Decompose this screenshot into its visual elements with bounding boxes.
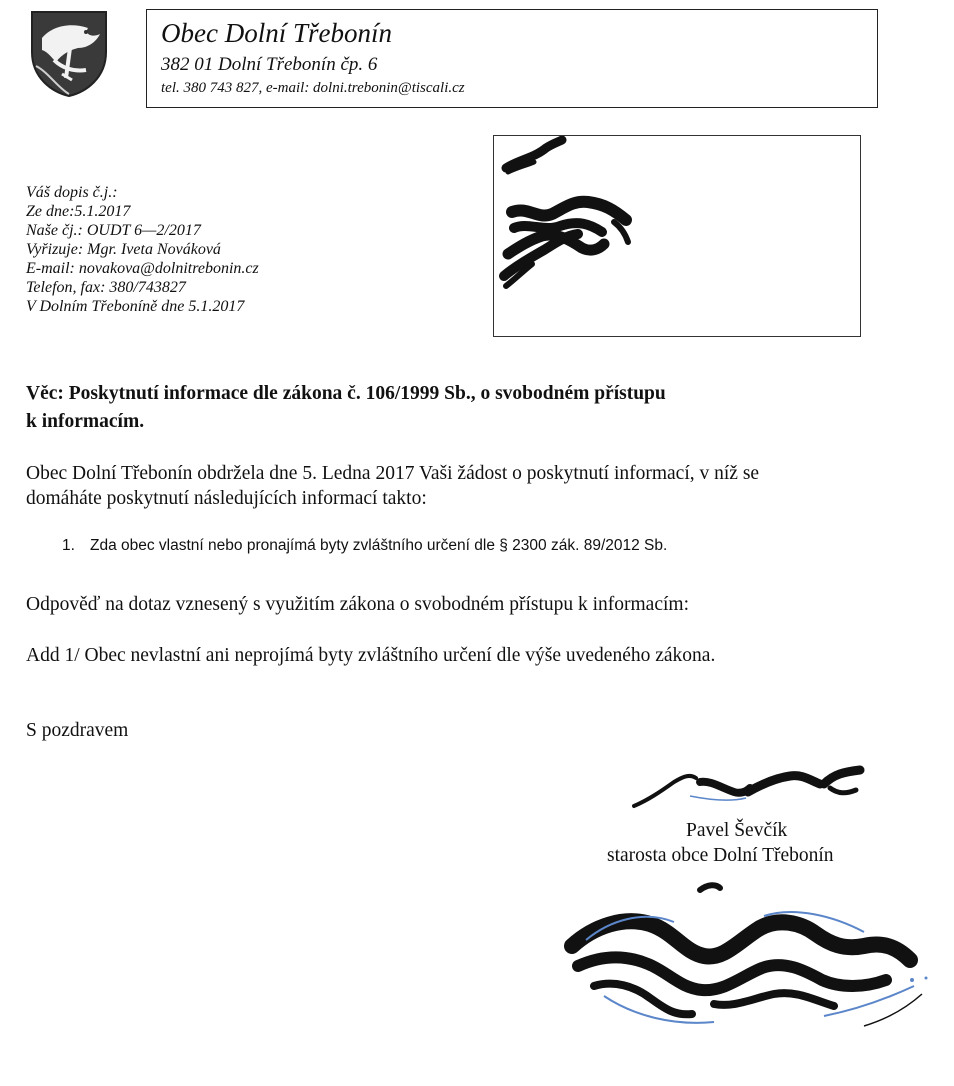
ref-your-letter: Váš dopis č.j.: xyxy=(26,184,118,201)
ref-phone: Telefon, fax: 380/743827 xyxy=(26,279,186,296)
list-item-number: 1. xyxy=(62,537,75,554)
closing-text: S pozdravem xyxy=(26,720,129,741)
org-contact: tel. 380 743 827, e-mail: dolni.trebonin@tiscali.cz xyxy=(161,80,465,96)
stamp-redaction xyxy=(564,876,944,1036)
recipient-redaction xyxy=(494,136,862,338)
ref-date: Ze dne:5.1.2017 xyxy=(26,203,131,220)
intro-paragraph: Obec Dolní Třebonín obdržela dne 5. Ledna 2017 Vaši žádost o poskytnutí informací, v níž se xyxy=(26,463,760,484)
signer-name: Pavel Ševčík xyxy=(686,820,788,841)
ref-place-date: V Dolním Třeboníně dne 5.1.2017 xyxy=(26,298,245,315)
subject-line-continued: k informacím. xyxy=(26,411,145,432)
intro-paragraph-continued: domáháte poskytnutí následujících informací takto: xyxy=(26,488,427,509)
ref-email: E-mail: novakova@dolnitrebonin.cz xyxy=(26,260,259,277)
list-item-text: Zda obec vlastní nebo pronajímá byty zvláštního určení dle § 2300 zák. 89/2012 Sb. xyxy=(90,537,668,554)
list-item xyxy=(62,537,667,555)
ref-our-number: Naše čj.: OUDT 6—2/2017 xyxy=(26,222,201,239)
answer-lead: Odpověď na dotaz vznesený s využitím zákona o svobodném přístupu k informacím: xyxy=(26,594,689,615)
letterhead-box xyxy=(146,9,878,108)
recipient-address-box xyxy=(493,135,861,337)
answer-text: Add 1/ Obec nevlastní ani neprojímá byty zvláštního určení dle výše uvedeného zákona. xyxy=(26,645,716,666)
org-address: 382 01 Dolní Třebonín čp. 6 xyxy=(161,54,378,75)
ref-handled-by: Vyřizuje: Mgr. Iveta Nováková xyxy=(26,241,221,258)
reference-block xyxy=(26,183,259,316)
coat-of-arms-logo xyxy=(26,8,112,98)
org-name: Obec Dolní Třebonín xyxy=(161,18,392,48)
signature-redaction xyxy=(630,762,870,818)
signer-role: starosta obce Dolní Třebonín xyxy=(607,845,834,866)
subject-line: Věc: Poskytnutí informace dle zákona č. 106/1999 Sb., o svobodném přístupu xyxy=(26,383,666,404)
